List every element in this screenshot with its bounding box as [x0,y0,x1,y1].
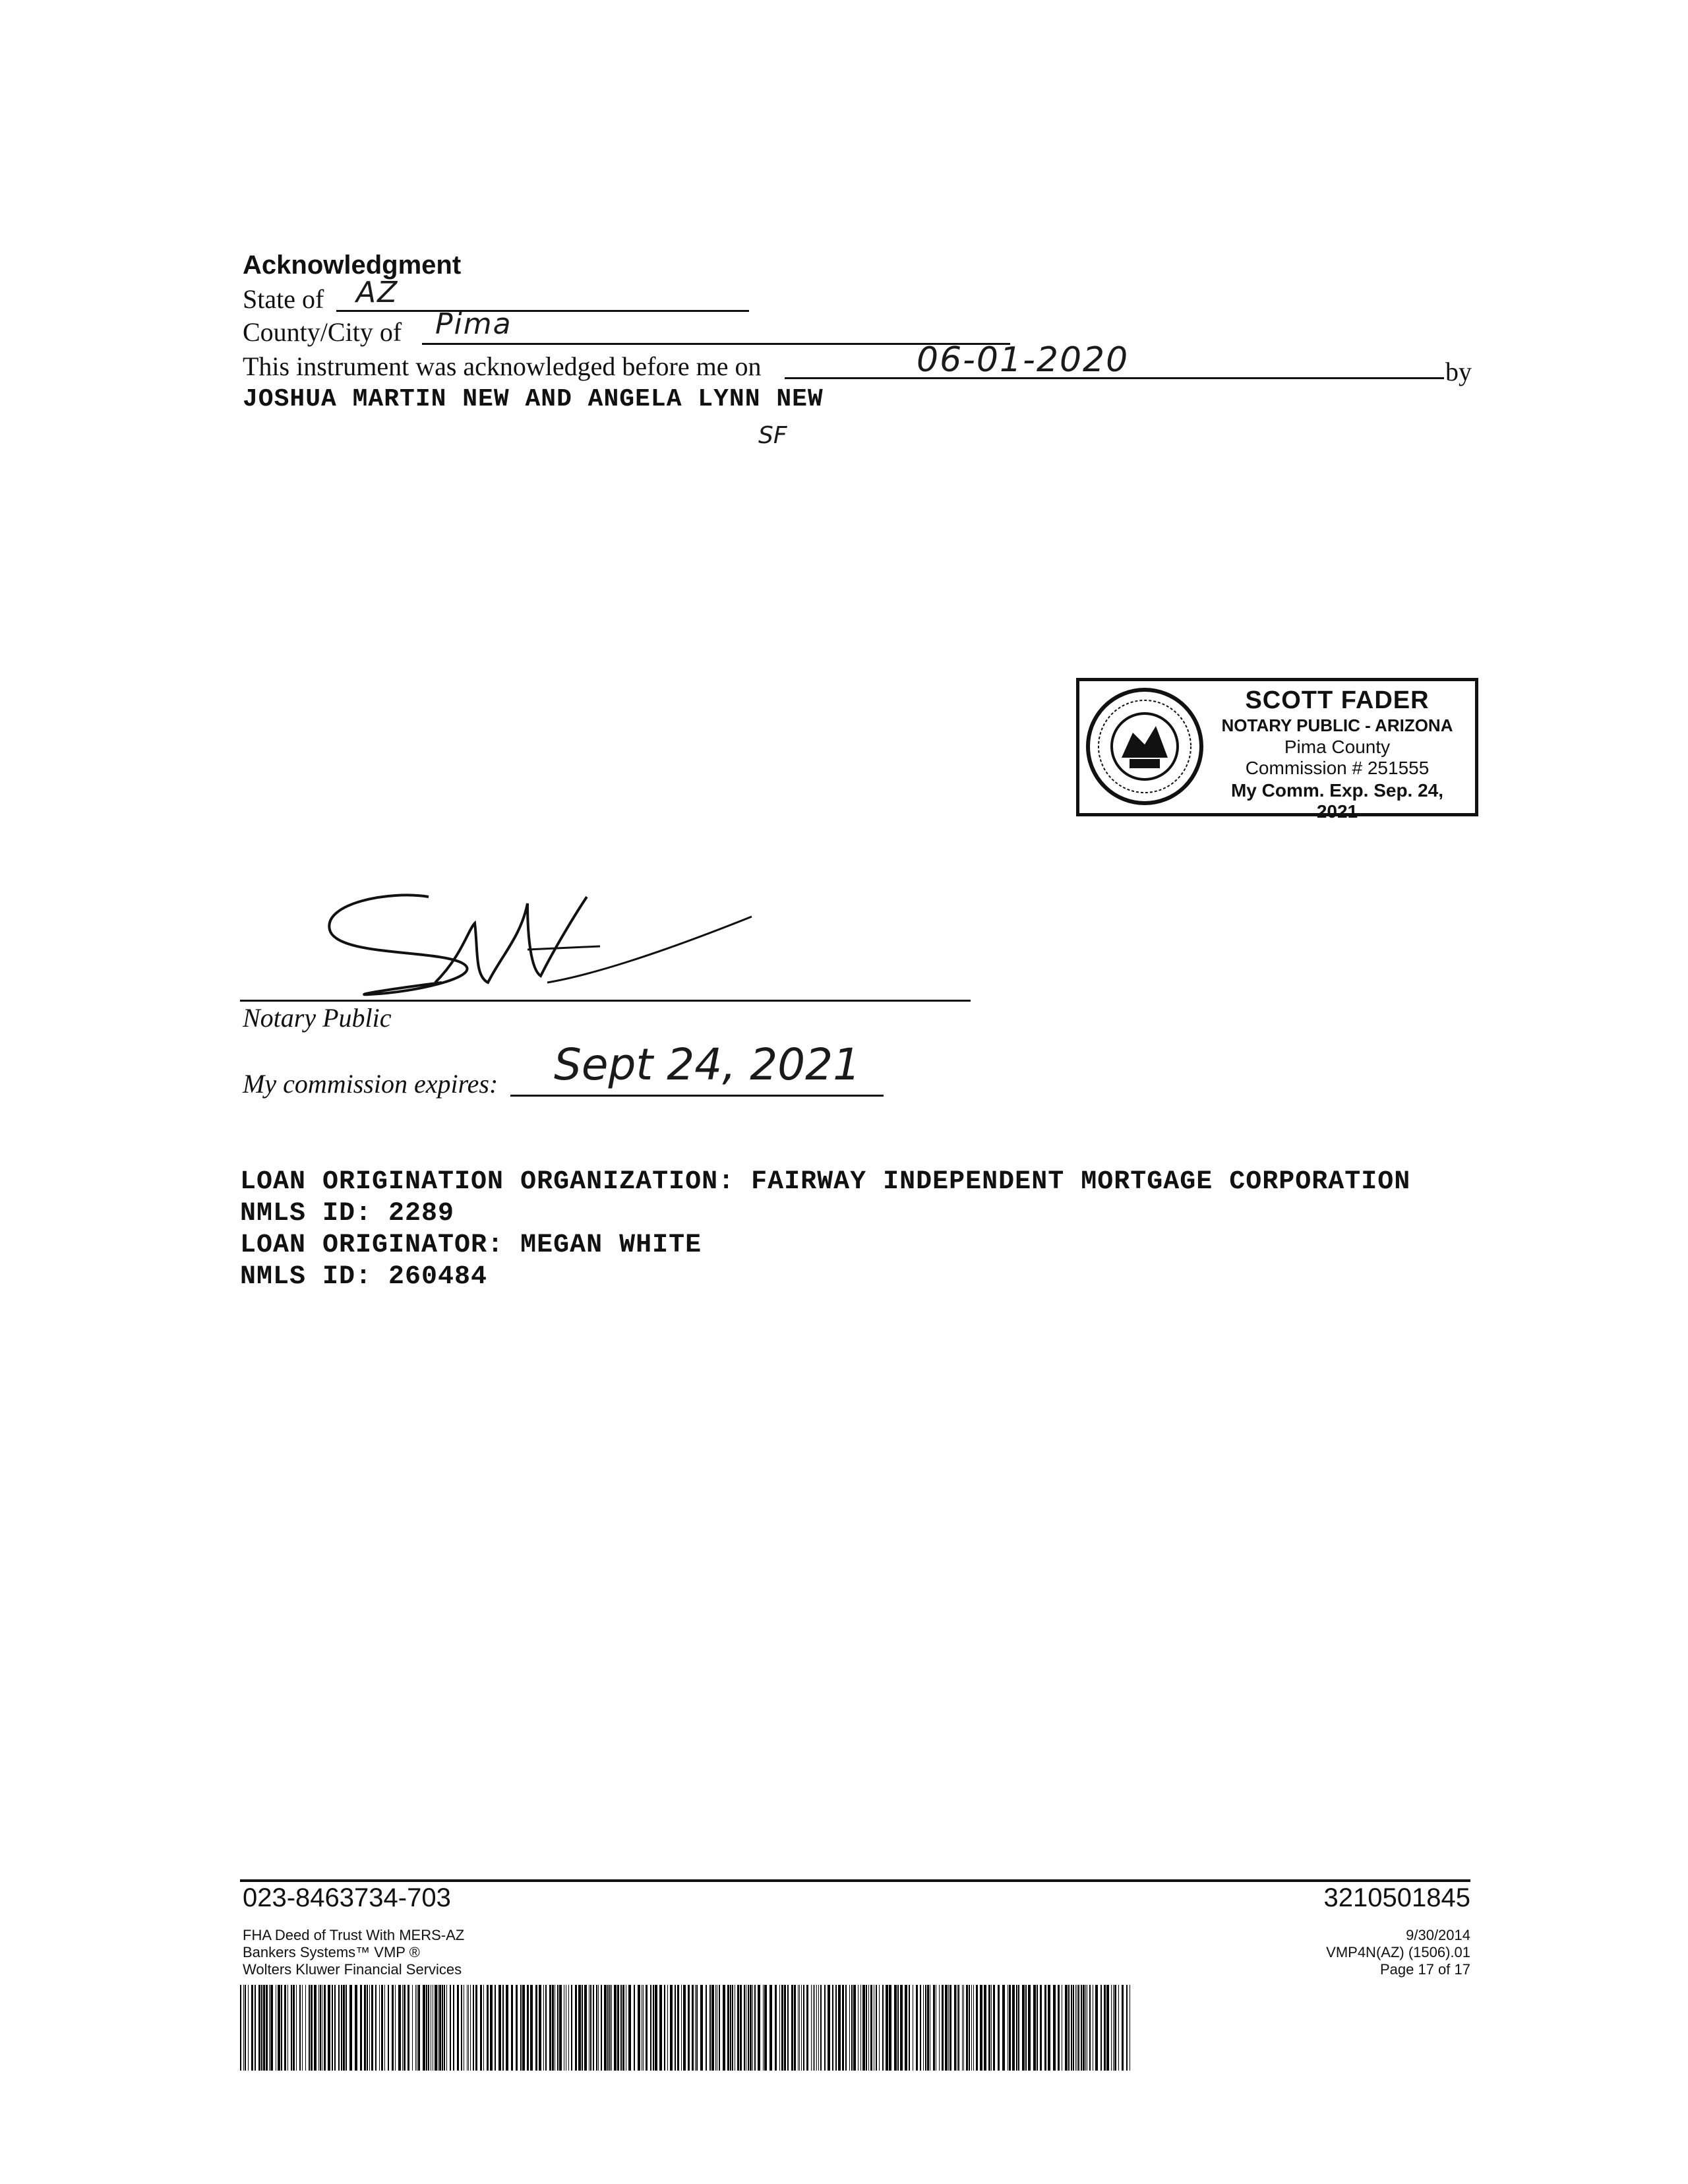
commission-expires-line [510,1095,884,1097]
stamp-name: SCOTT FADER [1245,686,1430,714]
barcode [240,1985,1130,2071]
form-title: FHA Deed of Trust With MERS-AZ [243,1927,465,1943]
state-label: State of [243,284,324,314]
footer-rule [240,1879,1470,1882]
stamp-commission: Commission # 251555 [1245,758,1430,778]
commission-expires-label: My commission expires: [243,1069,498,1099]
stamp-expiration: My Comm. Exp. Sep. 24, 2021 [1230,780,1444,822]
by-label: by [1445,357,1472,386]
loan-number: 023-8463734-703 [243,1883,451,1912]
publisher: Wolters Kluwer Financial Services [243,1961,462,1978]
state-line [336,310,749,312]
commission-expires-value: Sept 24, 2021 [554,1039,861,1090]
bankers-systems: Bankers Systems™ VMP ® [243,1944,420,1960]
notary-stamp [1076,678,1478,822]
form-code: VMP4N(AZ) (1506).01 [1326,1944,1470,1960]
originator-nmls-id: NMLS ID: 260484 [240,1262,488,1292]
signers-names: JOSHUA MARTIN NEW AND ANGELA LYNN NEW [243,385,824,413]
notary-signature [310,877,771,1009]
page-number: Page 17 of 17 [1379,1961,1470,1978]
county-value: Pima [435,307,512,341]
stamp-county: Pima County [1284,737,1391,757]
notary-public-label: Notary Public [243,1003,392,1033]
initials-mark: SF [758,422,787,449]
organization-nmls-id: NMLS ID: 2289 [240,1199,455,1228]
arizona-seal-icon [1083,685,1206,808]
form-date: 9/30/2014 [1406,1927,1470,1943]
acknowledgment-title: Acknowledgment [243,251,462,280]
state-value: AZ [356,276,399,309]
signature-line [240,1000,971,1002]
acknowledged-date-value: 06-01-2020 [917,340,1130,380]
stamp-title: NOTARY PUBLIC - ARIZONA [1221,715,1453,735]
loan-origination-organization: LOAN ORIGINATION ORGANIZATION: FAIRWAY INDEPENDENT MORTGAGE CORPORATION [240,1167,1411,1197]
county-label: County/City of [243,317,402,347]
loan-originator: LOAN ORIGINATOR: MEGAN WHITE [240,1230,702,1260]
document-number: 3210501845 [1323,1883,1470,1912]
instrument-text: This instrument was acknowledged before me on [243,351,762,381]
